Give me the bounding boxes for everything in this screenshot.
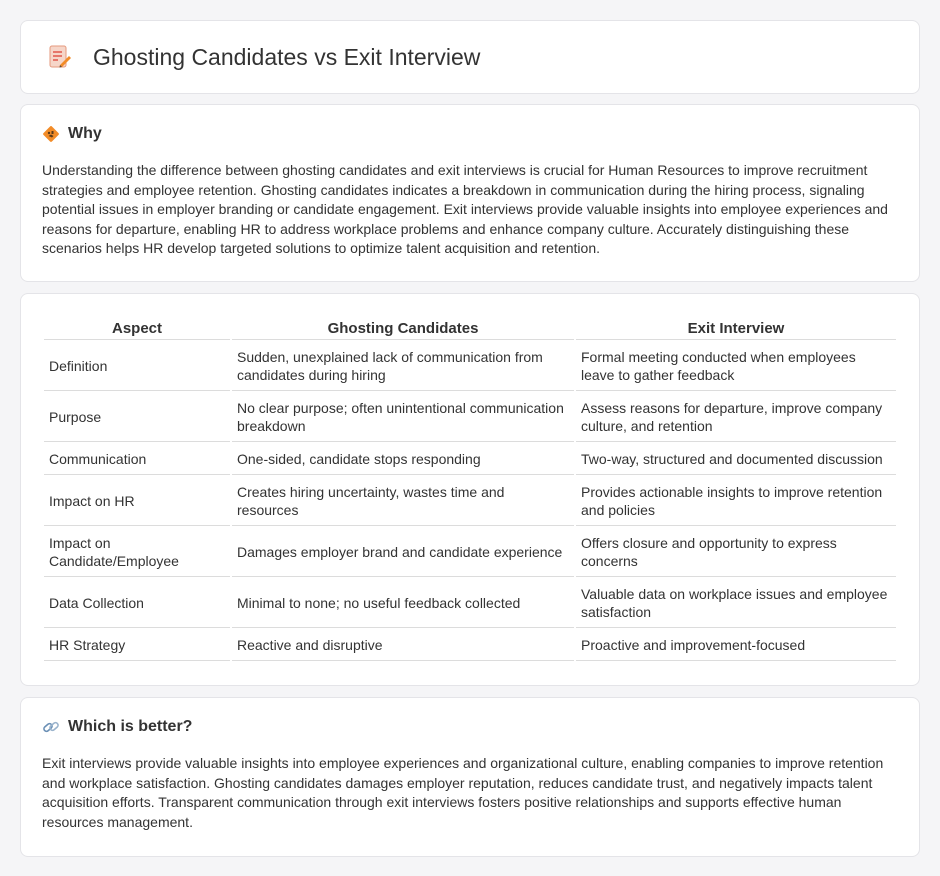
exit-cell: Offers closure and opportunity to express concerns xyxy=(576,528,896,577)
exit-cell: Assess reasons for departure, improve company culture, and retention xyxy=(576,393,896,442)
aspect-cell: HR Strategy xyxy=(44,630,230,661)
ghosting-cell: Creates hiring uncertainty, wastes time and resources xyxy=(232,477,574,526)
table-row xyxy=(44,579,896,628)
ghosting-cell: Sudden, unexplained lack of communication from candidates during hiring xyxy=(232,342,574,391)
aspect-cell: Definition xyxy=(44,342,230,391)
link-icon xyxy=(42,718,60,736)
exit-cell: Valuable data on workplace issues and employee satisfaction xyxy=(576,579,896,628)
page-title: Ghosting Candidates vs Exit Interview xyxy=(93,43,481,70)
exit-cell: Provides actionable insights to improve retention and policies xyxy=(576,477,896,526)
table-row xyxy=(44,528,896,577)
comparison-table-card xyxy=(20,293,920,686)
aspect-cell: Data Collection xyxy=(44,579,230,628)
diamond-sign-icon xyxy=(42,125,60,143)
aspect-cell: Impact on HR xyxy=(44,477,230,526)
aspect-cell: Impact on Candidate/Employee xyxy=(44,528,230,577)
header-exit-interview: Exit Interview xyxy=(576,316,896,340)
header-aspect: Aspect xyxy=(44,316,230,340)
why-header xyxy=(42,125,898,143)
table-row xyxy=(44,342,896,391)
ghosting-cell: One-sided, candidate stops responding xyxy=(232,444,574,475)
exit-cell: Two-way, structured and documented discussion xyxy=(576,444,896,475)
comparison-table xyxy=(42,314,898,663)
table-header-row xyxy=(44,316,896,340)
aspect-cell: Purpose xyxy=(44,393,230,442)
better-header xyxy=(42,718,898,736)
why-text: Understanding the difference between ghosting candidates and exit interviews is crucial for Human Resources to improve recruitment strategies and employee retention. Ghosting candidates indicates a breakdown in communication during the hiring process, signaling potential issues in employer branding or candidate engagement. Exit interviews provide valuable insights into employee experiences and reasons for departure, enabling HR to address workplace problems and enhance company culture. Accurately distinguishing these scenarios helps HR develop targeted solutions to optimize talent acquisition and retention. xyxy=(42,162,888,257)
header-ghosting: Ghosting Candidates xyxy=(232,316,574,340)
aspect-cell: Communication xyxy=(44,444,230,475)
ghosting-cell: No clear purpose; often unintentional communication breakdown xyxy=(232,393,574,442)
ghosting-cell: Minimal to none; no useful feedback collected xyxy=(232,579,574,628)
document-pencil-icon xyxy=(47,44,73,70)
exit-cell: Formal meeting conducted when employees leave to gather feedback xyxy=(576,342,896,391)
ghosting-cell: Reactive and disruptive xyxy=(232,630,574,661)
title-card xyxy=(20,20,920,94)
exit-cell: Proactive and improvement-focused xyxy=(576,630,896,661)
table-row xyxy=(44,393,896,442)
ghosting-cell: Damages employer brand and candidate experience xyxy=(232,528,574,577)
better-text: Exit interviews provide valuable insights into employee experiences and organizational culture, enabling companies to improve retention and workplace satisfaction. Ghosting candidates damages employer reputation, reduces candidate trust, and negatively impacts talent acquisition efforts. Transparent communication through exit interviews fosters positive relationships and supports effective human resources management. xyxy=(42,755,884,830)
table-row xyxy=(44,477,896,526)
why-heading: Why xyxy=(68,125,102,142)
table-row xyxy=(44,630,896,661)
better-section xyxy=(20,697,920,857)
table-row xyxy=(44,444,896,475)
better-heading: Which is better? xyxy=(68,718,193,735)
why-section xyxy=(20,104,920,282)
